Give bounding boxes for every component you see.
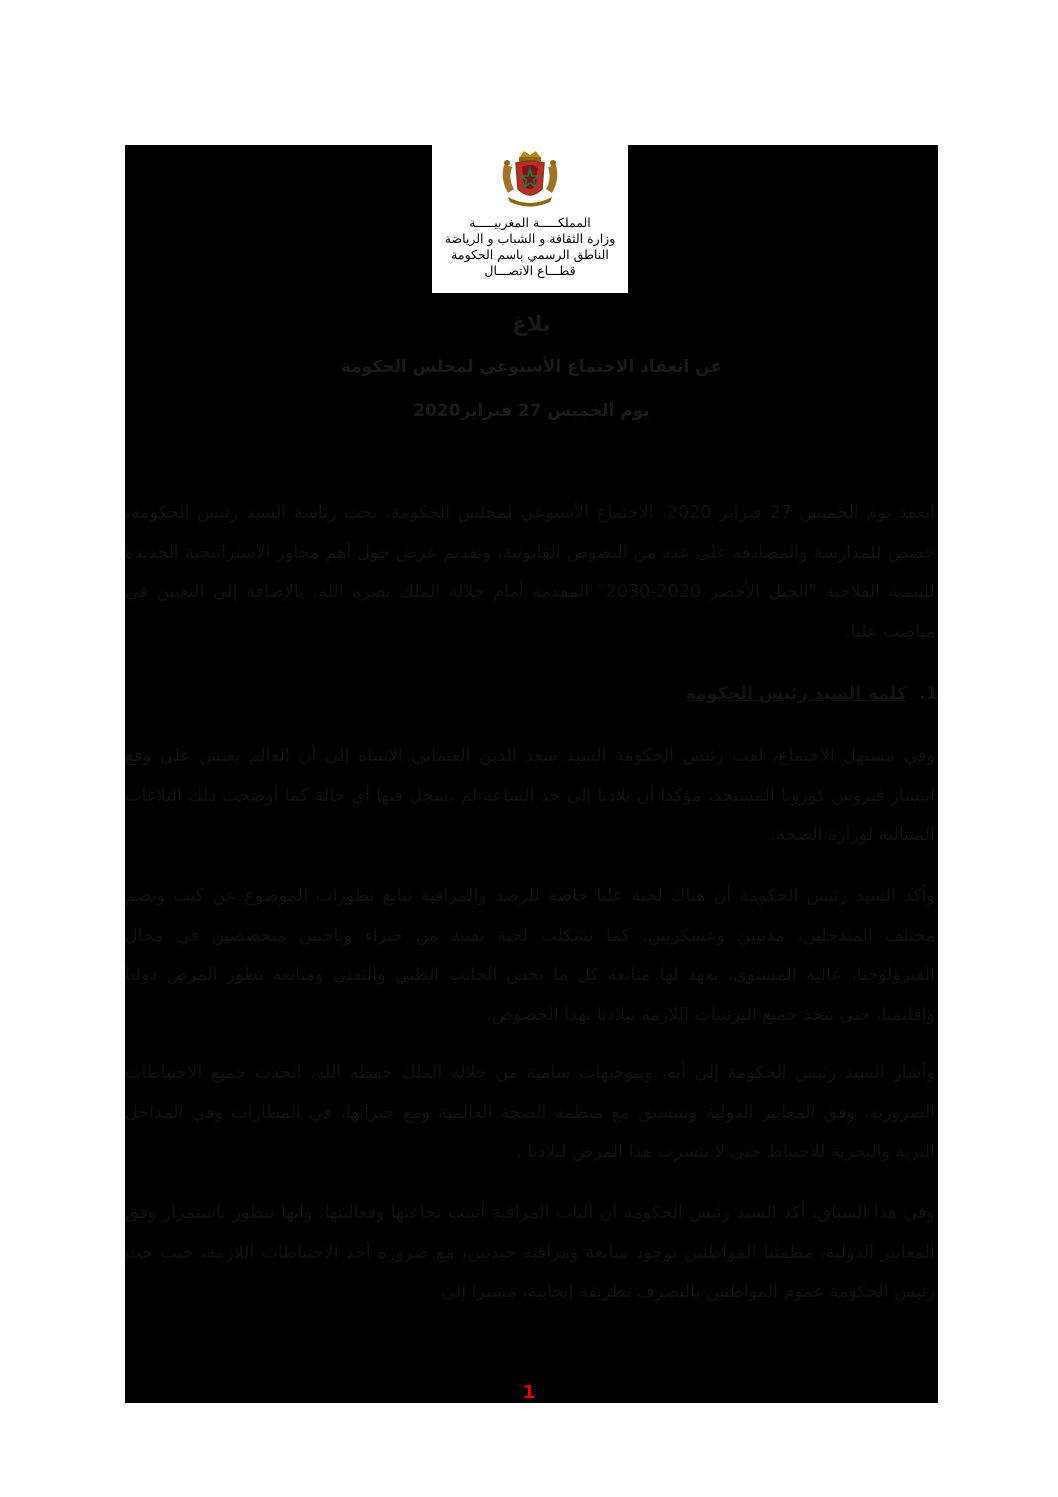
paragraph-4: وأشار السيد رئيس الحكومة إلى أنه، وبتوجيهات سامية من جلالة الملك حفظه الله، اتخذت جميع الاحتياطات الضرورية، وفق المعايير الدولية وبتنسيق مع منظمة الصحة العالمية ومع خبراتها، في المطارات وفي المداخل البرية والبحرية للاحتياط حتى لا يتسرب هذا المرض لبلادنا . — [125, 1063, 935, 1162]
logo-line-kingdom: المملكـــــة المغربيـــــة — [469, 215, 591, 230]
page-number: 1 — [522, 1382, 536, 1403]
document-date: يوم الخميس 27 فبراير2020 — [413, 401, 650, 421]
royal-emblem-icon — [498, 149, 562, 211]
paragraph-5: وفي هذا السياق، أكد السيد رئيس الحكومة أن آليات المراقبة أثبتت نجاعتها وفعاليتها، وأنها تتطور باستمرار وفق المعايير الدولية، مطمئنا المواطنين بوجود متابعة ومراقبة جيدتين، مع ضرورة أخذ الاحتياطات اللازمة، حيث حث رئيس الحكومة عموم المواطنين بالتصرف بطريقة إيجابية، مشيرا إلى — [125, 1203, 935, 1302]
paragraph-2: وفي مستهل الاجتماع، لفت رئيس الحكومة السيد سعد الدين العثماني الانتباه إلى أن العالم يعيش على وقع انتشار فيروس كورونا المستجد، مؤكدا أن بلادنا إلى حد الساعة لم تسجل فيها أي حالة كما أوضحت ذلك البلاغات المتتالية لوزارة الصحة. — [125, 746, 935, 845]
paragraph-3: وأكد السيد رئيس الحكومة أن هناك لجنة عليا خاصة للرصد والمراقبة تتابع تطورات الموضوع عن كثب وتضم مختلف المتدخلين، مدنيين وعسكريين. كما تشكلت لجنة تقنية من خبراء وباحثين متخصصين في مجال الفيرولوجيا، عالية المستوى، يعهد لها متابعة كل ما يخص الجانب الطبي والتقني ومتابعة تطور المرض دوليا وإقليميا، حتى تتخذ جميع الترتيبات اللازمة ببلادنا بهذا الخصوص. — [125, 886, 935, 1025]
logo-line-spokesman: الناطق الرسمي باسم الحكومة — [451, 247, 609, 262]
section-title: كلمة السيد رئيس الحكومة — [685, 684, 908, 704]
logo-text — [432, 215, 628, 279]
paragraph-intro: انعقد يوم الخميس 27 فبراير 2020، الاجتماع الأسبوعي لمجلس الحكومة، تحت رئاسة السيد رئيس الحكومة، خصص للمدارسة والمصادقة على عدد من النصوص القانونية، وتقديم عرض حول أهم محاور الاستراتيجية الجديدة للتنمية الفلاحية "الجيل الأخضر 2020-2030" المقدمة أمام جلالة الملك نصره الله، بالإضافة إلى التعيين في مناصب عليا. — [125, 503, 935, 642]
logo-line-sector: قطـــاع الاتصـــال — [484, 263, 576, 278]
ministry-logo — [432, 145, 628, 293]
logo-line-ministry: وزارة الثقافة و الشباب و الرياضة — [444, 231, 616, 246]
document-title: بلاغ — [512, 312, 551, 336]
document-subtitle: عن انعقاد الاجتماع الأسبوعي لمجلس الحكومة — [340, 357, 723, 377]
section-heading — [685, 684, 938, 704]
section-number: 1. — [919, 684, 938, 704]
